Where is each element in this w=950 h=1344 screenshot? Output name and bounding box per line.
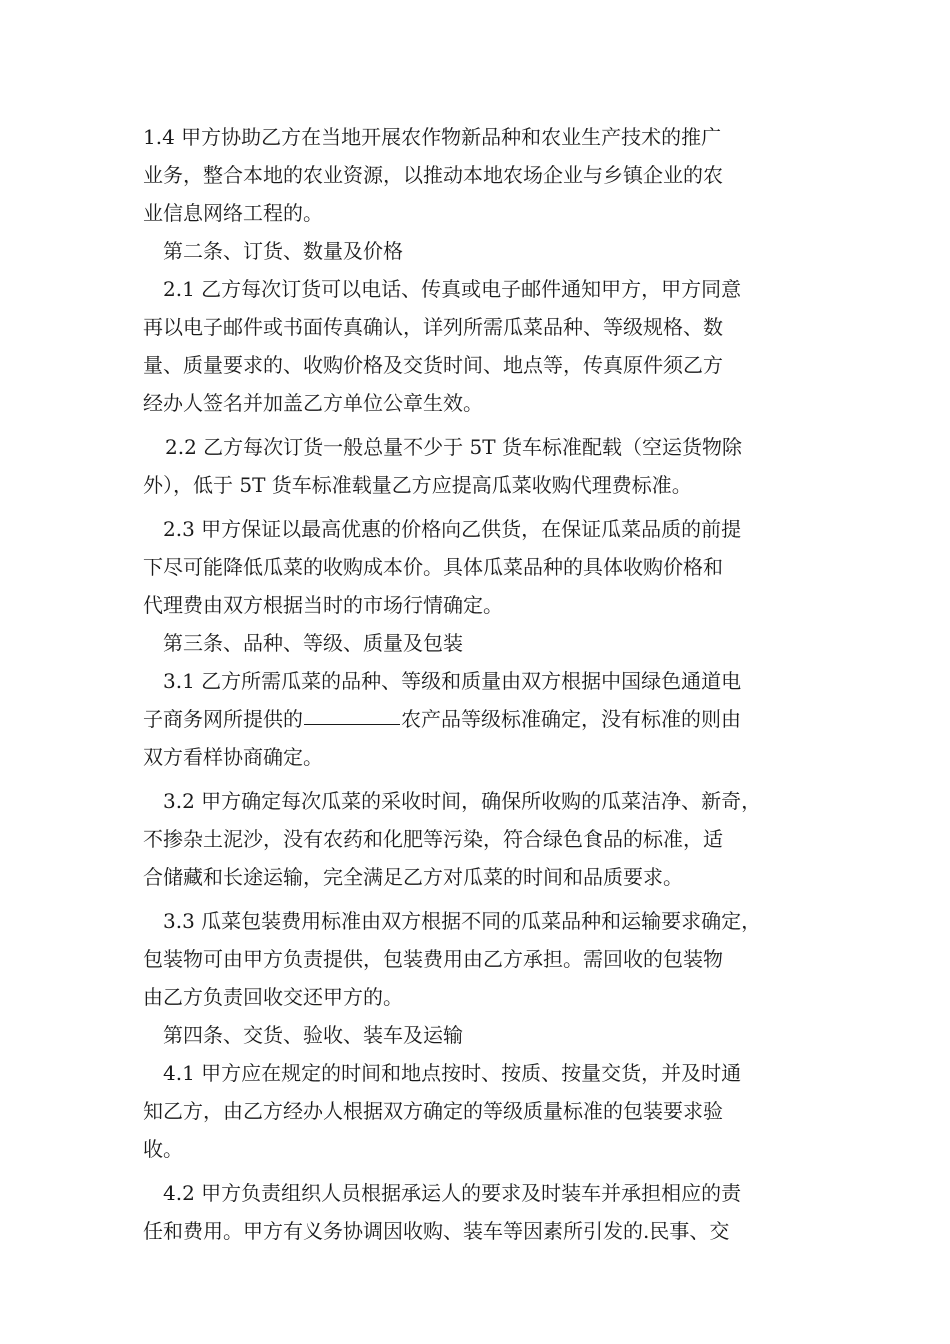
clause-3-2: 3.2 甲方确定每次瓜菜的采收时间，确保所收购的瓜菜洁净、新奇， — [163, 789, 762, 813]
text-line — [143, 156, 818, 194]
clause-2-3-end: 代理费由双方根据当时的市场行情确定。 — [143, 593, 503, 617]
clause-4-2-cont: 任和费用。甲方有义务协调因收购、装车等因素所引发的.民事、交 — [143, 1219, 730, 1243]
section-3-heading: 第三条、品种、等级、质量及包装 — [163, 631, 463, 655]
text-line — [143, 346, 818, 384]
clause-3-2-cont: 不掺杂土泥沙，没有农药和化肥等污染，符合绿色食品的标准，适 — [143, 827, 723, 851]
fill-in-blank — [304, 700, 400, 725]
section-heading — [143, 624, 818, 662]
clause-3-1: 3.1 乙方所需瓜菜的品种、等级和质量由双方根据中国绿色通道电 — [163, 669, 742, 693]
text-line — [143, 700, 818, 738]
clause-3-3: 3.3 瓜菜包装费用标准由双方根据不同的瓜菜品种和运输要求确定， — [163, 909, 762, 933]
text-line — [143, 940, 818, 978]
text-line — [143, 586, 818, 624]
clause-4-2: 4.2 甲方负责组织人员根据承运人的要求及时装车并承担相应的责 — [163, 1181, 742, 1205]
section-heading — [143, 1016, 818, 1054]
text-line — [143, 466, 818, 504]
text-line — [143, 510, 818, 548]
text-line — [143, 1130, 818, 1168]
text-line — [143, 1212, 818, 1250]
text-line — [143, 1054, 818, 1092]
section-2-heading: 第二条、订货、数量及价格 — [163, 239, 403, 263]
text-line — [143, 978, 818, 1016]
text-line — [143, 1174, 818, 1212]
text-line — [143, 738, 818, 776]
text-line — [143, 548, 818, 586]
text-line — [143, 662, 818, 700]
text-line — [143, 858, 818, 896]
clause-2-1-cont: 再以电子邮件或书面传真确认，详列所需瓜菜品种、等级规格、数 — [143, 315, 723, 339]
clause-3-3-end: 由乙方负责回收交还甲方的。 — [143, 985, 403, 1009]
clause-3-2-end: 合储藏和长途运输，完全满足乙方对瓜菜的时间和品质要求。 — [143, 865, 683, 889]
section-4-heading: 第四条、交货、验收、装车及运输 — [163, 1023, 463, 1047]
clause-4-1-end: 收。 — [143, 1137, 183, 1161]
clause-2-1: 2.1 乙方每次订货可以电话、传真或电子邮件通知甲方，甲方同意 — [163, 277, 742, 301]
clause-1-4-end: 业信息网络工程的。 — [143, 201, 323, 225]
clause-2-2: 2.2 乙方每次订货一般总量不少于 5T 货车标准配载（空运货物除 — [165, 435, 742, 459]
text-line — [143, 270, 818, 308]
text-line — [143, 902, 818, 940]
clause-3-1-cont-2: 农产品等级标准确定，没有标准的则由 — [401, 707, 741, 731]
text-line — [143, 782, 818, 820]
clause-4-1: 4.1 甲方应在规定的时间和地点按时、按质、按量交货，并及时通 — [163, 1061, 742, 1085]
clause-3-1-end: 双方看样协商确定。 — [143, 745, 323, 769]
clause-2-2-end: 外），低于 5T 货车标准载量乙方应提高瓜菜收购代理费标准。 — [143, 473, 692, 497]
clause-2-1-end: 经办人签名并加盖乙方单位公章生效。 — [143, 391, 483, 415]
text-line — [143, 1092, 818, 1130]
clause-1-4: 1.4 甲方协助乙方在当地开展农作物新品种和农业生产技术的推广 — [143, 125, 722, 149]
clause-1-4-cont: 业务，整合本地的农业资源，以推动本地农场企业与乡镇企业的农 — [143, 163, 723, 187]
clause-3-3-cont: 包装物可由甲方负责提供，包装费用由乙方承担。需回收的包装物 — [143, 947, 723, 971]
clause-4-1-cont: 知乙方，由乙方经办人根据双方确定的等级质量标准的包装要求验 — [143, 1099, 723, 1123]
text-line — [143, 308, 818, 346]
clause-2-3-cont: 下尽可能降低瓜菜的收购成本价。具体瓜菜品种的具体收购价格和 — [143, 555, 723, 579]
text-line — [143, 194, 818, 232]
text-line — [143, 384, 818, 422]
text-line — [143, 428, 818, 466]
clause-2-3: 2.3 甲方保证以最高优惠的价格向乙供货，在保证瓜菜品质的前提 — [163, 517, 742, 541]
document-body — [143, 118, 818, 1250]
clause-3-1-cont: 子商务网所提供的 — [143, 707, 303, 731]
text-line — [143, 820, 818, 858]
clause-2-1-cont: 量、质量要求的、收购价格及交货时间、地点等，传真原件须乙方 — [143, 353, 723, 377]
section-heading — [143, 232, 818, 270]
text-line — [143, 118, 818, 156]
